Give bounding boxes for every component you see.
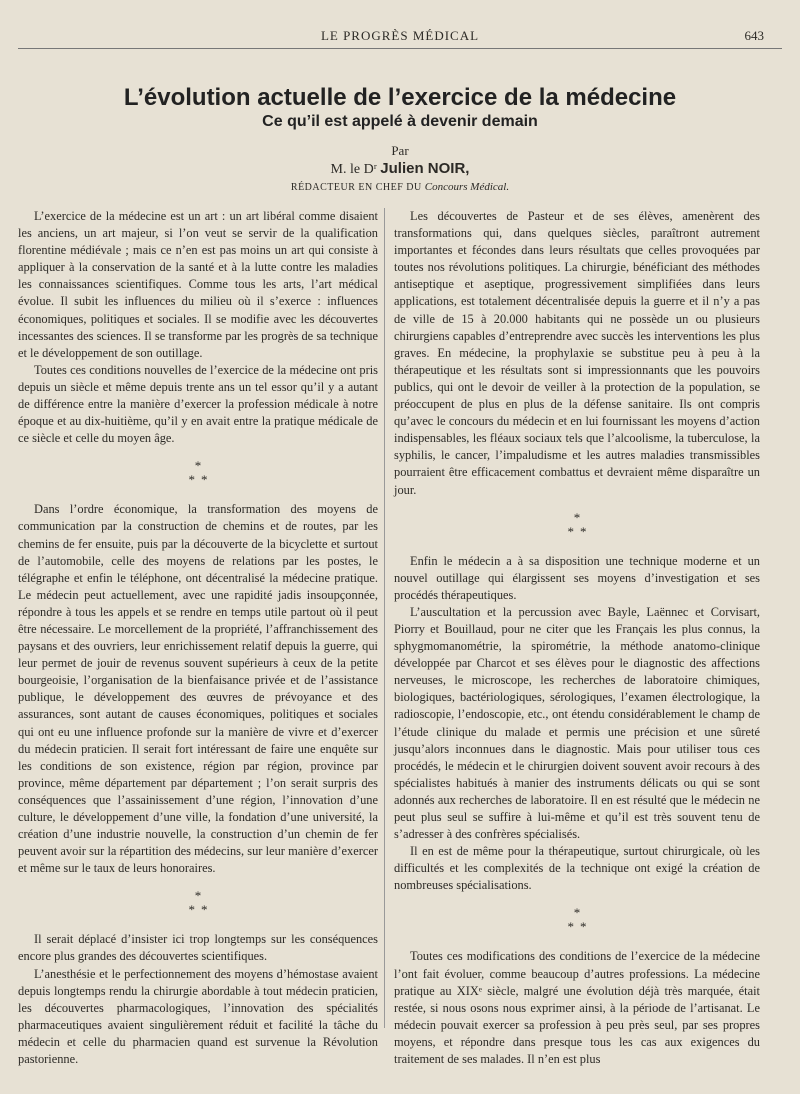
paragraph: L’auscultation et la percussion avec Bayle, Laënnec et Corvisart, Piorry et Bouillaud, pour ne citer que les Français les plus connus, la sphygmomanométrie, la spirométrie, la méthode anatomo-clinique développée par Charcot et ses élèves pour le diagnostic des affections nerveuses, le microscope, les recherches de laboratoire chimiques, biologiques, bactériologiques, sérologiques, l’examen électrologique, la radioscopie, l’endoscopie, etc., ont étendu considérablement le champ de l’étude clinique du malade et permis une précision et une sûreté jusqu’alors inconnues dans le diagnostic. Mais pour utiliser tous ces procédés, le médecin et le chirurgien doivent souvent avoir recours à des spécialistes habitués à manier des instruments délicats ou qui se sont adonnés aux recherches de laboratoire. Il en est résulté que le médecin ne peut plus seul se suffire à lui-même et qu’il est très souvent tenu de s’adresser à des confrères spécialisés.: [394, 604, 760, 842]
byline-author: [0, 160, 800, 178]
author-prefix: M. le Dʳ: [330, 162, 377, 177]
author-role: [0, 181, 800, 193]
running-title: LE PROGRÈS MÉDICAL: [320, 28, 480, 43]
paragraph: Toutes ces conditions nouvelles de l’exercice de la médecine ont pris depuis un siècle et même depuis trente ans un tel essor qu’il y a autant de différence entre la manière d’exercer la profession médicale à notre époque et au dix-huitième, qu’il y en avait entre la pratique médicale de ce siècle et celle du moyen âge.: [18, 362, 378, 446]
column-divider: [384, 208, 385, 1028]
paragraph: Il en est de même pour la thérapeutique, surtout chirurgicale, où les difficultés et les complexités de la technique ont exigé la création de nombreuses spécialisations.: [394, 844, 760, 893]
author-role-text: RÉDACTEUR EN CHEF DU: [290, 182, 422, 193]
section-separator: * **: [567, 509, 593, 539]
section-separator: * **: [188, 458, 214, 488]
page-number: 643: [744, 28, 764, 43]
paragraph: Enfin le médecin a à sa disposition une technique moderne et un nouvel outillage qui élargissent ses moyens d’investigation et ses procédés thérapeutiques.: [394, 553, 760, 602]
paragraph: Toutes ces modifications des conditions de l’exercice de la médecine l’ont fait évoluer, comme beaucoup d’autres professions. La médecine pratique au XIXᵉ siècle, malgré une évolution déjà très marquée, était restée, si nous osons nous exprimer ainsi, à la période de l’artisanat. Le médecin pouvait exercer sa profession à peu près seul, par ses propres moyens, et répondre dans presque tous les cas aux exigences du traitement de ses malades. Il n’en est plus: [394, 949, 760, 1067]
paragraph: Il serait déplacé d’insister ici trop longtemps sur les conséquences encore plus grandes des découvertes scientifiques.: [18, 932, 378, 964]
paragraph: L’exercice de la médecine est un art : un art libéral comme disaient les anciens, un art majeur, si l’on veut se servir de la qualification florentine médiévale ; mais ce n’en est pas moins un art qui consiste à appliquer à la conservation de la santé et à la lutte contre les maladies les connaissances scientifiques. Comme tous les arts, l’art médical évolue. Il subit les influences du milieu où il s’exerce : influences économiques, politiques et sociales. Il se modifie avec les découvertes incessantes des sciences. Il se transforme par les progrès de sa technique et le développement de son outillage.: [18, 209, 378, 360]
byline-by: Par: [391, 143, 409, 158]
author-journal: Concours Médical.: [424, 181, 510, 193]
section-separator: * **: [188, 888, 214, 918]
article-subtitle: Ce qu’il est appelé à devenir demain: [262, 113, 538, 130]
page-header: [0, 28, 800, 50]
header-rule: [18, 48, 782, 49]
article-title: L’évolution actuelle de l’exercice de la médecine: [123, 84, 677, 111]
paragraph: Dans l’ordre économique, la transformation des moyens de communication par la construction de chemins et de routes, par les chemins de fer ensuite, puis par la découverte de la bicyclette et surtout de l’automobile, celle des moyens de relations par les postes, le télégraphe et enfin le téléphone, ont décentralisé la médecine pratique. Le médecin peut actuellement, avec une rapidité jadis insoupçonnée, répondre à tous les appels et se rendre en temps utile partout où il peut être nécessaire. Le morcellement de la propriété, l’affranchissement des paysans et des ouvriers, leur enrichissement relatif depuis la guerre, qui leur permet de jouir de revenus souvent supérieurs à ceux de la petite bourgeoisie, l’organisation de la bienfaisance privée et de l’assistance publique, le développement des œuvres de prévoyance et des assurances, sont autant de causes économiques, politiques et sociales qui ont eu une influence profonde sur la manière de vivre et d’exercer du médecin praticien. Il serait fort intéressant de faire une enquête sur les conditions de son existence, région par région, province par province, même département par département ; l’on serait surpris des conséquences que l’assainissement d’une région, l’innovation d’une culture, le développement d’une ville, la fondation d’une université, la création d’une industrie nouvelle, la construction d’un chemin de fer peuvent avoir sur la répartition des médecins, sur leur manière d’exercer et même sur le taux de leurs honoraires.: [18, 502, 378, 876]
author-name: Julien NOIR,: [380, 160, 470, 177]
left-column: [18, 208, 378, 1068]
right-column: [394, 208, 760, 1068]
paragraph: Les découvertes de Pasteur et de ses élèves, amenèrent des transformations qui, dans quelques siècles, paraîtront autrement importantes et fécondes dans leurs résultats que celles provoquées par toutes nos révolutions politiques. La chirurgie, bénéficiant des méthodes antiseptique et aseptique, progressivement simplifiées dans leurs applications, est totalement décentralisée depuis la guerre et il n’y a pas de ville de 15 à 20.000 habitants qui ne possède un ou plusieurs chirurgiens capables d’entreprendre avec succès les interventions les plus graves. En médecine, la prophylaxie se substitue peu à peu à la thérapeutique et les résultats sont si impressionnants que les pouvoirs publics, qui ont le devoir de veiller à la protection de la population, se préoccupent de plus en plus de la défense sanitaire. Ils ont compris qu’avec le concours du médecin et en lui fournissant les moyens d’action indispensables, les fléaux sociaux tels que l’alcoolisme, la tuberculose, la syphilis, le cancer, l’impaludisme et les autres maladies transmissibles pourraient être efficacement combattus et devraient même disparaître un jour.: [394, 209, 760, 497]
section-separator: * **: [567, 905, 593, 935]
paragraph: L’anesthésie et le perfectionnement des moyens d’hémostase avaient depuis longtemps rendu la chirurgie abordable à tout médecin praticien, les découvertes pharmacologiques, l’innovation des spécialités pharmaceutiques avaient singulièrement réduit et facilité la tâche du médecin et celle du pharmacien quand est survenue la Révolution pastorienne.: [18, 966, 378, 1067]
